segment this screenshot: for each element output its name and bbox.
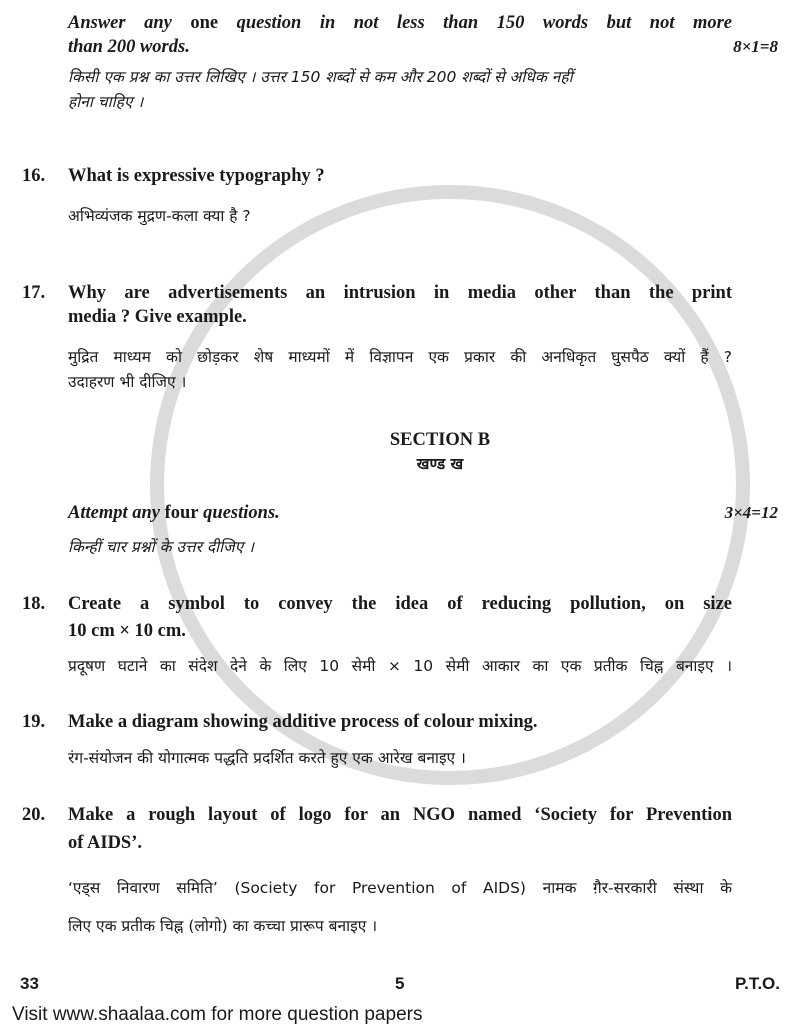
- question-text: Make a diagram showing additive process of colour mixing.: [68, 712, 538, 732]
- question-number: 18.: [22, 594, 46, 614]
- question-number: 20.: [22, 805, 46, 825]
- emphasis: four: [164, 503, 199, 523]
- section-title-hindi: [0, 453, 800, 475]
- question-text: What is expressive typography ?: [68, 166, 325, 186]
- question-number: 17.: [22, 283, 46, 303]
- text: Attempt any: [68, 503, 165, 523]
- question-hindi: उदाहरण भी दीजिए ।: [68, 373, 187, 391]
- visit-link[interactable]: Visit www.shaalaa.com for more question papers: [12, 1004, 423, 1025]
- section-instructions-hindi: किन्हीं चार प्रश्नों के उत्तर दीजिए ।: [68, 538, 255, 556]
- question-number: 19.: [22, 712, 46, 732]
- question-hindi: रंग-संयोजन की योगात्मक पद्धति प्रदर्शित करते हुए एक आरेख बनाइए ।: [68, 749, 466, 767]
- question-hindi: प्रदूषण घटाने का संदेश देने के लिए 10 सेमी × 10 सेमी आकार का एक प्रतीक चिह्न बनाइए ।: [68, 657, 732, 675]
- intro-marks: 8×1=8: [733, 37, 778, 56]
- question-text: media ? Give example.: [68, 307, 247, 327]
- intro-hindi1: किसी एक प्रश्न का उत्तर लिखिए । उत्तर 150 शब्दों से कम और 200 शब्दों से अधिक नहीं: [68, 68, 573, 86]
- emphasis: one: [190, 13, 219, 33]
- watermark-circle: [150, 185, 750, 785]
- question-hindi: लिए एक प्रतीक चिह्न (लोगो) का कच्चा प्रारूप बनाइए ।: [68, 917, 378, 935]
- question-hindi: मुद्रित माध्यम को छोड़कर शेष माध्यमों में विज्ञापन एक प्रकार की अनधिकृत घुसपैठ क्यों हैं ?: [68, 348, 732, 366]
- question-hindi: ‘एड्स निवारण समिति’ (Society for Prevention of AIDS) नामक ग़ैर-सरकारी संस्था के: [68, 879, 732, 897]
- section-title-hindi-text: खण्ड ख: [416, 455, 464, 473]
- question-number: 16.: [22, 166, 46, 186]
- intro-line2: than 200 words.: [68, 37, 190, 57]
- section-title: [0, 429, 800, 451]
- text: Answer any: [68, 13, 191, 33]
- question-text: Why are advertisements an intrusion in media other than the print: [68, 283, 732, 303]
- intro-hindi2: होना चाहिए ।: [68, 93, 144, 111]
- question-text: 10 cm × 10 cm.: [68, 621, 186, 641]
- page-number: 5: [395, 974, 405, 993]
- question-text: Make a rough layout of logo for an NGO named ‘Society for Prevention: [68, 805, 732, 825]
- question-text: Create a symbol to convey the idea of reducing pollution, on size: [68, 594, 732, 614]
- question-hindi: अभिव्यंजक मुद्रण-कला क्या है ?: [68, 207, 251, 225]
- intro-line1: [68, 12, 732, 34]
- section-title-text: SECTION B: [389, 430, 491, 450]
- paper-code: 33: [20, 974, 39, 993]
- section-instructions: [68, 502, 280, 524]
- text: questions.: [198, 503, 280, 523]
- pto-label: P.T.O.: [734, 974, 780, 993]
- text: question in not less than 150 words but not more: [218, 13, 733, 33]
- section-marks: 3×4=12: [724, 503, 778, 522]
- question-text: of AIDS’.: [68, 833, 143, 853]
